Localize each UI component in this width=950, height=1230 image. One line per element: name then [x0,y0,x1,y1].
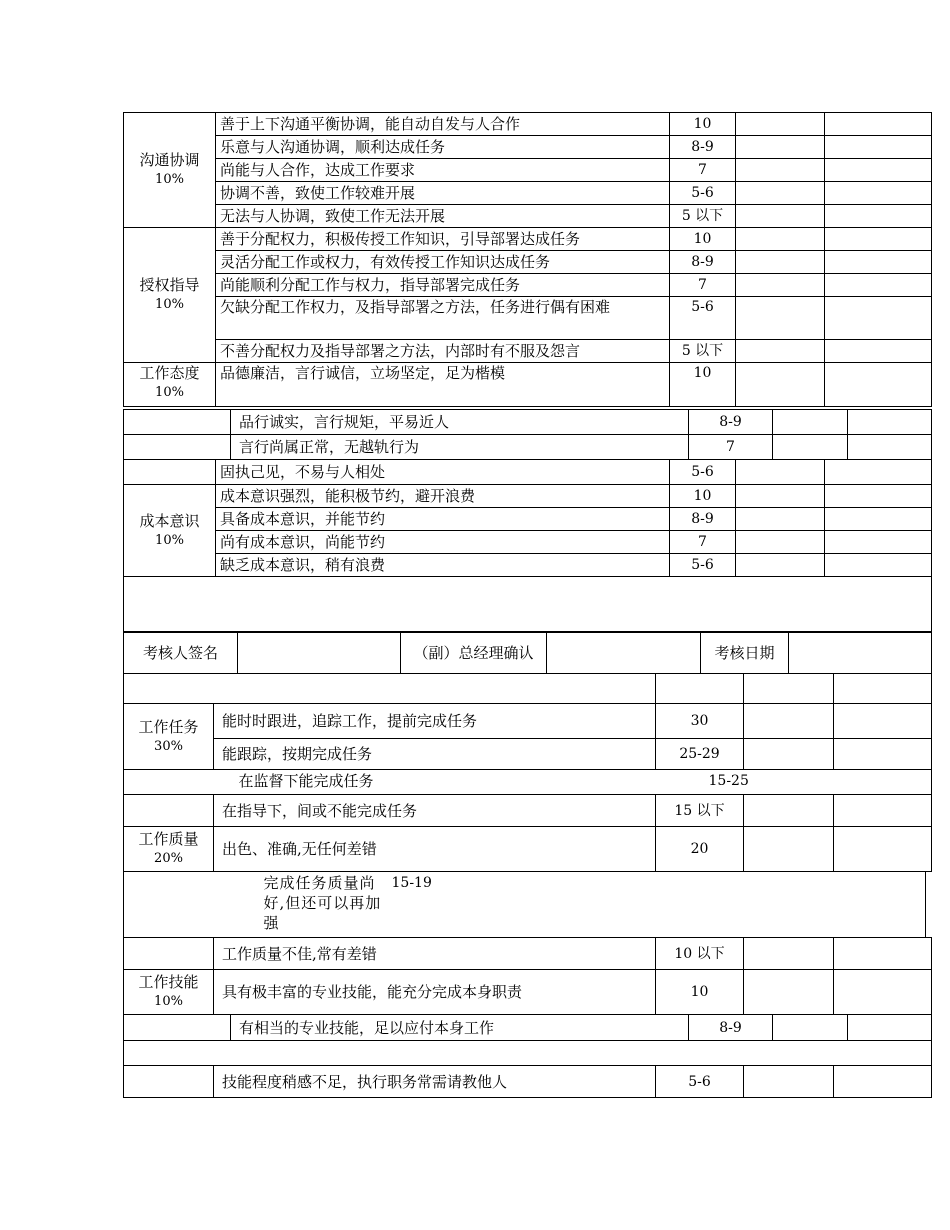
score-input-cell[interactable] [834,795,932,827]
score-input-cell[interactable] [825,251,932,274]
criterion-desc: 有相当的专业技能，足以应付本身工作 [231,1015,689,1041]
score-input-cell[interactable] [744,970,834,1015]
category-label: 沟通协调 [139,151,200,169]
score-input-cell[interactable] [848,1015,932,1041]
date-label: 考核日期 [701,633,789,674]
criterion-desc: 品行诚实，言行规矩，平易近人 [231,410,689,435]
category-weight: 10% [155,385,184,400]
criterion-score: 30 [656,704,744,739]
score-input-cell[interactable] [736,485,825,508]
criterion-desc: 出色、准确,无任何差错 [214,827,656,872]
score-input-cell[interactable] [736,460,825,485]
criterion-desc: 具备成本意识，并能节约 [216,508,670,531]
category-quality [124,827,214,872]
score-input-cell[interactable] [736,340,825,363]
category-task [124,704,214,770]
criterion-score: 25-29 [656,739,744,770]
criterion-desc: 成本意识强烈，能积极节约，避开浪费 [216,485,670,508]
criterion-score: 15-25 [701,768,932,794]
gm-confirm-label: （副）总经理确认 [401,633,547,674]
category-cost [124,485,216,577]
empty-cell [124,410,231,435]
score-input-cell[interactable] [736,228,825,251]
score-input-cell[interactable] [736,113,825,136]
score-input-cell[interactable] [736,274,825,297]
score-input-cell[interactable] [834,704,932,739]
criterion-desc: 乐意与人沟通协调，顺利达成任务 [216,136,670,159]
score-input-cell[interactable] [825,485,932,508]
criterion-score: 10 [670,113,736,136]
criterion-desc: 协调不善，致使工作较难开展 [216,182,670,205]
assessment-table-part-7 [123,871,926,938]
score-input-cell[interactable] [744,739,834,770]
score-input-cell[interactable] [736,297,825,340]
criterion-score: 20 [656,827,744,872]
score-input-cell[interactable] [736,251,825,274]
category-weight: 30% [154,738,183,754]
criterion-score: 7 [670,531,736,554]
criterion-desc: 能跟踪，按期完成任务 [214,739,656,770]
criterion-score: 5-6 [656,1066,744,1098]
empty-cell [124,1015,231,1041]
score-input-cell[interactable] [773,435,848,460]
criterion-score: 8-9 [670,136,736,159]
category-skill [124,970,214,1015]
empty-cell [834,674,932,704]
criterion-desc: 善于分配权力，积极传授工作知识，引导部署达成任务 [216,228,670,251]
category-attitude [124,363,216,407]
score-input-cell[interactable] [736,508,825,531]
criterion-score: 5-6 [670,460,736,485]
category-weight: 10% [155,172,184,187]
criterion-score: 10 以下 [656,938,744,970]
criterion-score: 8-9 [689,410,773,435]
assessment-table-part-2 [123,409,932,460]
criterion-score: 10 [656,970,744,1015]
criterion-score: 5-6 [670,297,736,340]
score-input-cell[interactable] [834,970,932,1015]
assessment-table-part-10 [123,1065,932,1098]
score-input-cell[interactable] [825,205,932,228]
assessment-table-part-5 [123,768,932,795]
criterion-score: 7 [670,274,736,297]
criterion-score: 7 [689,435,773,460]
criterion-desc: 欠缺分配工作权力，及指导部署之方法，任务进行偶有困难 [216,297,670,340]
score-input-cell[interactable] [825,340,932,363]
score-input-cell[interactable] [736,363,825,407]
category-label: 工作技能 [138,973,199,991]
assessor-signature-field[interactable] [238,633,401,674]
empty-cell [124,768,231,794]
assessment-table-part-6 [123,794,932,872]
score-input-cell[interactable] [825,159,932,182]
empty-cell [656,674,744,704]
criterion-score: 8-9 [670,508,736,531]
score-input-cell[interactable] [825,274,932,297]
blank-spacer-row [124,577,932,632]
criterion-desc: 尚能顺利分配工作与权力，指导部署完成任务 [216,274,670,297]
score-input-cell[interactable] [834,739,932,770]
score-input-cell[interactable] [825,228,932,251]
criterion-desc: 工作质量不佳,常有差错 [214,938,656,970]
score-input-cell[interactable] [834,938,932,970]
criterion-desc: 善于上下沟通平衡协调，能自动自发与人合作 [216,113,670,136]
criterion-score: 15 以下 [656,795,744,827]
criterion-desc: 无法与人协调，致使工作无法开展 [216,205,670,228]
criterion-desc: 尚有成本意识，尚能节约 [216,531,670,554]
score-input-cell[interactable] [736,136,825,159]
empty-cell [124,674,656,704]
category-label: 工作质量 [138,830,199,848]
score-input-cell[interactable] [825,182,932,205]
criterion-score: 10 [670,363,736,407]
criterion-desc: 在指导下，间或不能完成任务 [214,795,656,827]
category-communication [124,113,216,228]
empty-cell [124,871,258,937]
score-input-cell[interactable] [736,159,825,182]
criterion-desc: 言行尚属正常，无越轨行为 [231,435,689,460]
criterion-desc: 灵活分配工作或权力，有效传授工作知识达成任务 [216,251,670,274]
score-input-cell[interactable] [736,182,825,205]
criterion-score: 7 [670,159,736,182]
score-input-cell[interactable] [736,554,825,577]
category-weight: 10% [155,532,184,548]
assessor-label: 考核人签名 [124,633,238,674]
assessment-table-part-4 [123,673,932,770]
blank-spacer-row [124,1041,932,1066]
category-delegation [124,228,216,363]
category-label: 授权指导 [139,276,200,294]
empty-cell [124,435,231,460]
category-weight: 20% [154,851,183,866]
empty-cell [744,674,834,704]
criterion-score: 10 [670,485,736,508]
assessment-table-part-9 [123,1014,932,1066]
score-input-cell[interactable] [736,205,825,228]
score-input-cell[interactable] [825,363,932,407]
score-input-cell[interactable] [825,554,932,577]
score-input-cell[interactable] [834,827,932,872]
criterion-desc: 尚能与人合作，达成工作要求 [216,159,670,182]
criterion-score: 8-9 [670,251,736,274]
score-input-cell[interactable] [848,435,932,460]
category-label: 工作态度 [139,364,200,382]
criterion-score: 5 以下 [670,205,736,228]
score-input-cell[interactable] [825,508,932,531]
empty-cell [124,795,214,827]
gm-confirm-field[interactable] [547,633,701,674]
score-input-cell[interactable] [744,1066,834,1098]
assessment-table-part-3 [123,459,932,632]
criterion-score: 10 [670,228,736,251]
assessment-table-part-1 [123,112,932,407]
category-label: 成本意识 [139,511,200,530]
score-input-cell[interactable] [848,410,932,435]
criterion-desc: 固执己见，不易与人相处 [216,460,670,485]
assessment-table-part-8 [123,937,932,1015]
score-input-cell[interactable] [744,827,834,872]
date-field[interactable] [789,633,932,674]
criterion-score: 8-9 [689,1015,773,1041]
score-input-cell[interactable] [773,410,848,435]
score-input-cell[interactable] [825,460,932,485]
score-input-cell[interactable] [834,1066,932,1098]
criterion-desc: 能时时跟进，追踪工作，提前完成任务 [214,704,656,739]
score-input-cell[interactable] [744,704,834,739]
score-input-cell[interactable] [744,938,834,970]
criterion-score: 15-19 [388,871,926,937]
empty-cell [124,460,216,485]
criterion-desc: 缺乏成本意识，稍有浪费 [216,554,670,577]
criterion-desc: 在监督下能完成任务 [231,768,701,794]
score-input-cell[interactable] [773,1015,848,1041]
score-input-cell[interactable] [736,531,825,554]
score-input-cell[interactable] [825,531,932,554]
empty-cell [124,1066,214,1098]
criterion-score: 5 以下 [670,340,736,363]
empty-cell [124,938,214,970]
score-input-cell[interactable] [744,795,834,827]
category-label: 工作任务 [138,717,199,736]
criterion-desc: 具有极丰富的专业技能，能充分完成本身职责 [214,970,656,1015]
score-input-cell[interactable] [825,113,932,136]
score-input-cell[interactable] [825,297,932,340]
criterion-score: 5-6 [670,182,736,205]
score-input-cell[interactable] [825,136,932,159]
criterion-score: 5-6 [670,554,736,577]
signature-row [123,632,932,674]
criterion-desc: 技能程度稍感不足，执行职务常需请教他人 [214,1066,656,1098]
criterion-desc: 完成任务质量尚好,但还可以再加强 [258,871,388,937]
criterion-desc: 品德廉洁，言行诚信，立场坚定，足为楷模 [216,363,670,407]
category-weight: 10% [154,994,183,1009]
criterion-desc: 不善分配权力及指导部署之方法，内部时有不服及怨言 [216,340,670,363]
category-weight: 10% [155,297,184,312]
